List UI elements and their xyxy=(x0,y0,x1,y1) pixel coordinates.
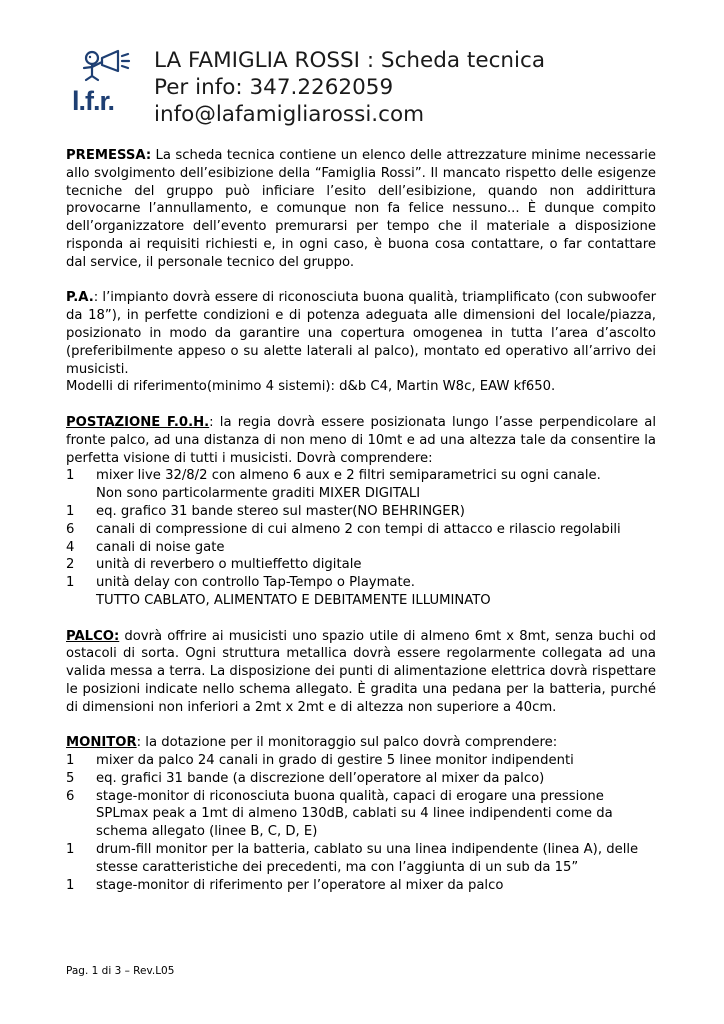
list-item: 1 mixer live 32/8/2 con almeno 6 aux e 2 filtri semiparametrici su ogni canale. xyxy=(66,468,601,484)
logo-text: l.f.r. xyxy=(72,86,115,116)
palco-section xyxy=(66,628,656,717)
premessa-text: La scheda tecnica contiene un elenco delle attrezzature minime necessarie allo svolgimento dell’esibizione della “Famiglia Rossi”. Il mancato rispetto delle esigenze tecniche del gruppo può inficiare l’esito dell’esibizione, quando non addirittura provocarne l’annullamento, e comunque non fa felice nessuno... È dunque compito dell’organizzatore dell’evento premurarsi per tempo che il materiale a disposizione risponda ai requisiti richiesti e, in ogni caso, è buona cosa contattare, o far contattare dal service, il personale tecnico del gruppo. xyxy=(66,148,656,270)
list-item: 1 eq. grafico 31 bande stereo sul master(NO BEHRINGER) xyxy=(66,503,465,519)
foh-label: POSTAZIONE F.0.H. xyxy=(66,414,210,430)
list-item: 2 unità di reverbero o multieffetto digitale xyxy=(66,557,362,573)
header xyxy=(154,47,674,128)
foh-note-wiring: TUTTO CABLATO, ALIMENTATO E DEBITAMENTE ILLUMINATO xyxy=(96,592,491,608)
list-item: 1 unità delay con controllo Tap-Tempo o Playmate. xyxy=(66,575,415,591)
monitor-label: MONITOR xyxy=(66,735,137,751)
document-title: LA FAMIGLIA ROSSI : Scheda tecnica xyxy=(154,48,545,73)
list-item: 6 stage-monitor di riconosciuta buona qualità, capaci di erogare una pressione SPLmax peak a 1mt di almeno 130dB, cablati su 4 linee indipendenti come da schema allegato (linee B, C, D, E) xyxy=(66,788,613,840)
list-item: 1 drum-fill monitor per la batteria, cablato su una linea indipendente (linea A), delle stesse caratteristiche dei precedenti, ma con l’aggiunta di un sub da 15” xyxy=(66,842,639,875)
palco-text: dovrà offrire ai musicisti uno spazio utile di almeno 6mt x 8mt, senza buchi od ostacoli di sorta. Ogni struttura metallica dovrà essere regolarmente collegata ad una valida messa a terra. La disposizione dei punti di alimentazione elettrica dovrà rispettare le posizioni indicate nello schema allegato. È gradita una pedana per la batteria, purché di dimensioni non inferiori a 2mt x 2mt e di altezza non superiore a 40cm. xyxy=(66,628,656,715)
list-item: 5 eq. grafici 31 bande (a discrezione dell’operatore al mixer da palco) xyxy=(66,770,545,786)
megaphone-figure-icon xyxy=(78,46,134,86)
monitor-section xyxy=(66,734,656,752)
pa-section xyxy=(66,289,656,378)
premessa-label: PREMESSA: xyxy=(66,148,152,163)
foh-note-digital: Non sono particolarmente graditi MIXER DIGITALI xyxy=(96,486,421,502)
list-item: 1 stage-monitor di riferimento per l’operatore al mixer da palco xyxy=(66,877,504,893)
list-item: 1 mixer da palco 24 canali in grado di gestire 5 linee monitor indipendenti xyxy=(66,753,574,769)
document-body xyxy=(66,147,656,894)
pa-models: Modelli di riferimento(minimo 4 sistemi): d&b C4, Martin W8c, EAW kf650. xyxy=(66,379,556,395)
premessa-section xyxy=(66,147,656,272)
pa-label: P.A. xyxy=(66,290,94,306)
foh-section xyxy=(66,414,656,467)
page-footer: Pag. 1 di 3 – Rev.L05 xyxy=(66,965,175,977)
info-phone: Per info: 347.2262059 xyxy=(154,75,394,100)
foh-text: : la regia dovrà essere posizionata lungo l’asse perpendicolare al fronte palco, ad una distanza di non meno di 10mt e ad una altezza tale da consentire la perfetta visione di tutti i musicisti. Dovrà comprendere: xyxy=(66,414,656,466)
logo xyxy=(72,46,136,120)
list-item: 6 canali di compressione di cui almeno 2 con tempi di attacco e rilascio regolabili xyxy=(66,521,621,537)
pa-text: : l’impianto dovrà essere di riconosciuta buona qualità, triamplificato (con subwoofer da 18”), in perfette condizioni e di potenza adeguata alle dimensioni del locale/piazza, posizionato in modo da garantire una copertura omogenea in tutta l’area d’ascolto (preferibilmente appeso o su alette laterali al palco), montato ed operativo all’arrivo dei musicisti. xyxy=(66,290,656,377)
monitor-text: : la dotazione per il monitoraggio sul palco dovrà comprendere: xyxy=(136,735,558,751)
info-email: info@lafamigliarossi.com xyxy=(154,102,425,127)
list-item: 4 canali di noise gate xyxy=(66,539,225,555)
palco-label: PALCO: xyxy=(66,628,120,644)
